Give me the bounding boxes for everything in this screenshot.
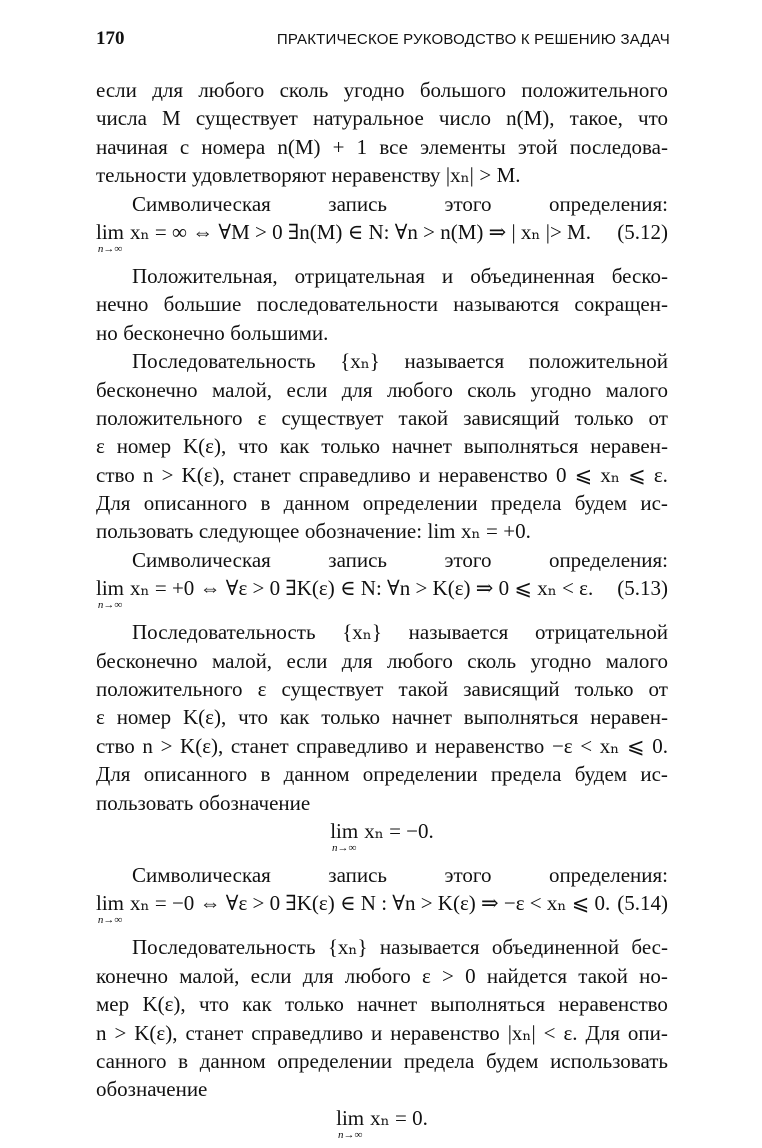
equation-number: (5.14) bbox=[617, 891, 668, 916]
word: если bbox=[96, 78, 137, 102]
formula-expression: xₙ = ∞ ⇔ ∀M > 0 ∃n(M) ∈ N: ∀n > n(M) ⇒ | xₙ |> M. bbox=[130, 219, 591, 244]
word: пользовать bbox=[96, 519, 194, 544]
word: xₙ bbox=[599, 733, 620, 758]
word: ε. bbox=[653, 462, 668, 487]
word: ε bbox=[96, 434, 105, 459]
word: определении bbox=[362, 762, 478, 787]
word: такой bbox=[398, 677, 449, 702]
limit-subscript: n→∞ bbox=[97, 914, 123, 927]
word: K(ε), bbox=[142, 992, 186, 1017]
text-line bbox=[96, 962, 668, 990]
word: существует bbox=[195, 106, 298, 131]
word: называется bbox=[404, 349, 505, 374]
text-line bbox=[96, 703, 668, 731]
word: < bbox=[580, 733, 593, 758]
text-line bbox=[96, 732, 668, 760]
word: натуральное bbox=[312, 106, 424, 131]
text-line bbox=[96, 647, 668, 675]
text-line bbox=[96, 290, 668, 318]
paragraph-first-line bbox=[96, 190, 668, 218]
word: этого bbox=[444, 862, 492, 887]
word: что bbox=[198, 992, 229, 1017]
formula bbox=[96, 1106, 668, 1144]
limit-subscript: n→∞ bbox=[337, 1128, 363, 1141]
formula-body bbox=[96, 576, 593, 611]
word: называется bbox=[379, 935, 480, 960]
word: любого bbox=[198, 78, 265, 102]
word: 0. bbox=[652, 733, 668, 758]
text-line bbox=[96, 133, 668, 161]
paragraph-first-line bbox=[96, 347, 668, 375]
word: малой, bbox=[211, 377, 273, 402]
word: что bbox=[238, 705, 269, 730]
word: этой bbox=[517, 134, 558, 159]
word: объединенной bbox=[491, 935, 620, 960]
word: |xₙ| bbox=[445, 163, 474, 188]
word: что bbox=[238, 434, 269, 459]
word: описанного bbox=[143, 491, 248, 516]
word: выполняться bbox=[463, 434, 579, 459]
word: малого bbox=[605, 648, 668, 673]
word: последова- bbox=[569, 134, 668, 159]
word: последовательности bbox=[256, 292, 438, 317]
word: lim bbox=[427, 519, 456, 544]
limit-word: lim bbox=[96, 219, 125, 244]
formula-expression: xₙ = −0 ⇔ ∀ε > 0 ∃K(ε) ∈ N : ∀n > K(ε) ⇒ −ε < xₙ ⩽ 0. bbox=[130, 891, 611, 916]
word: данном bbox=[199, 1048, 266, 1073]
word: угодно bbox=[530, 648, 592, 673]
word: n bbox=[96, 1020, 107, 1045]
word: положительного bbox=[96, 677, 243, 702]
word: Последовательность bbox=[132, 620, 316, 645]
word: описанного bbox=[143, 762, 248, 787]
word: сокращен- bbox=[574, 292, 668, 317]
word: для bbox=[302, 963, 334, 988]
word: предела bbox=[490, 762, 562, 787]
word: существует bbox=[281, 405, 384, 430]
word: Последовательность bbox=[132, 349, 316, 374]
equation-number: (5.12) bbox=[617, 219, 668, 244]
word: только bbox=[285, 992, 344, 1017]
word: мер bbox=[96, 992, 130, 1017]
word: xₙ bbox=[600, 462, 620, 487]
word: обозначение: bbox=[304, 519, 423, 544]
word: > bbox=[442, 963, 454, 988]
word: xₙ bbox=[460, 519, 481, 544]
limit-operator bbox=[330, 819, 358, 854]
word: предела bbox=[403, 1048, 475, 1073]
word: определения: bbox=[548, 862, 668, 887]
word: ⩽ bbox=[626, 733, 645, 758]
word: неравенство bbox=[438, 462, 548, 487]
word: Последовательность bbox=[132, 935, 316, 960]
formula-body bbox=[96, 220, 591, 255]
text-line bbox=[96, 161, 668, 189]
word: n bbox=[142, 462, 154, 487]
word: справедливо bbox=[298, 462, 411, 487]
limit-word: lim bbox=[330, 818, 359, 843]
word: и bbox=[415, 733, 428, 758]
word: неравенство bbox=[390, 1020, 500, 1045]
word: номер bbox=[116, 434, 172, 459]
word: < bbox=[543, 1020, 556, 1045]
word: положительной bbox=[528, 349, 668, 374]
word: Для bbox=[96, 491, 131, 516]
paragraph-first-line bbox=[96, 546, 668, 574]
word: K(ε), bbox=[181, 462, 225, 487]
page-header bbox=[96, 28, 670, 54]
word: 1 bbox=[356, 134, 368, 159]
word: > bbox=[160, 733, 173, 758]
word: станет bbox=[185, 1020, 244, 1045]
word: числа bbox=[96, 106, 147, 131]
text-line bbox=[96, 76, 668, 104]
limit-word: lim bbox=[336, 1105, 365, 1130]
word: объединенная bbox=[470, 263, 595, 288]
text-line bbox=[96, 517, 668, 545]
word: {xₙ} bbox=[342, 620, 382, 645]
word: номер bbox=[116, 705, 172, 730]
word: будем bbox=[574, 491, 628, 516]
word: называется bbox=[408, 620, 509, 645]
word: сколь bbox=[467, 377, 517, 402]
word: выполняться bbox=[463, 705, 579, 730]
word: любого bbox=[344, 963, 411, 988]
word: определении bbox=[362, 491, 478, 516]
word: угодно bbox=[530, 377, 592, 402]
word: ⩽ bbox=[574, 462, 593, 487]
word: нерaвен- bbox=[590, 434, 668, 459]
word: M. bbox=[496, 163, 521, 188]
word: беско- bbox=[611, 263, 668, 288]
text-line bbox=[96, 1047, 668, 1075]
formula-expression: xₙ = 0. bbox=[370, 1105, 428, 1130]
word: ε bbox=[257, 405, 267, 430]
word: −ε bbox=[551, 733, 573, 758]
word: как bbox=[242, 992, 272, 1017]
formula-expression: xₙ = +0 ⇔ ∀ε > 0 ∃K(ε) ∈ N: ∀n > K(ε) ⇒ 0 ⩽ xₙ < ε. bbox=[130, 576, 594, 601]
text-line bbox=[96, 104, 668, 132]
word: обозначение bbox=[198, 790, 311, 815]
word: отрицательной bbox=[535, 620, 668, 645]
word: опи- bbox=[627, 1020, 668, 1045]
limit-subscript: n→∞ bbox=[332, 841, 357, 854]
word: нечно bbox=[96, 292, 149, 317]
word: ⩽ bbox=[628, 462, 646, 487]
word: такой bbox=[398, 405, 449, 430]
word: угодно bbox=[343, 78, 405, 102]
word: как bbox=[279, 705, 310, 730]
word: в bbox=[178, 1048, 189, 1073]
word: все bbox=[379, 134, 409, 159]
word: бесконечно bbox=[96, 377, 198, 402]
word: найдется bbox=[486, 963, 568, 988]
text-line bbox=[96, 489, 668, 517]
word: Положительная, bbox=[132, 263, 278, 288]
formula-body bbox=[330, 819, 434, 854]
text-line bbox=[96, 789, 668, 817]
word: ство bbox=[96, 462, 135, 487]
word: сколь bbox=[467, 648, 517, 673]
word: Символическая bbox=[132, 547, 271, 572]
word: определения: bbox=[548, 547, 668, 572]
word: данном bbox=[283, 491, 350, 516]
word: предела bbox=[490, 491, 562, 516]
text-line bbox=[96, 376, 668, 404]
word: 0 bbox=[465, 963, 476, 988]
word: ε bbox=[257, 677, 267, 702]
word: такой bbox=[578, 963, 628, 988]
word: если bbox=[250, 963, 292, 988]
word: 0 bbox=[555, 462, 567, 487]
text-line bbox=[96, 760, 668, 788]
word: начнет bbox=[391, 705, 452, 730]
word: ство bbox=[96, 733, 135, 758]
word: зависящий bbox=[463, 405, 560, 430]
formula-body bbox=[96, 891, 610, 926]
word: любого bbox=[386, 377, 453, 402]
word: малого bbox=[605, 377, 668, 402]
word: конечно bbox=[96, 963, 168, 988]
word: начнет bbox=[391, 434, 452, 459]
word: n(M), bbox=[506, 106, 555, 131]
paragraph-first-line bbox=[96, 933, 668, 961]
word: называются bbox=[453, 292, 560, 317]
word: любого bbox=[386, 648, 453, 673]
word: > bbox=[479, 163, 492, 188]
word: положительного bbox=[521, 78, 668, 102]
limit-subscript: n→∞ bbox=[97, 242, 123, 255]
word: элементы bbox=[420, 134, 506, 159]
word: ε. bbox=[563, 1020, 578, 1045]
word: в bbox=[260, 491, 271, 516]
formula bbox=[96, 220, 668, 258]
word: > bbox=[114, 1020, 127, 1045]
body-text bbox=[96, 76, 668, 1148]
word: +0. bbox=[503, 519, 531, 544]
word: тельности bbox=[96, 163, 187, 188]
limit-operator bbox=[96, 891, 124, 926]
word: бесконечно bbox=[96, 648, 198, 673]
page-number: 170 bbox=[96, 28, 125, 49]
word: Символическая bbox=[132, 862, 271, 887]
text-line bbox=[96, 319, 668, 347]
word: для bbox=[341, 648, 373, 673]
word: n(M) bbox=[277, 134, 321, 159]
word: пользовать bbox=[96, 790, 194, 815]
word: следующее bbox=[198, 519, 300, 544]
word: зависящий bbox=[463, 677, 560, 702]
word: номера bbox=[201, 134, 266, 159]
limit-operator bbox=[336, 1106, 364, 1141]
word: положительного bbox=[96, 405, 243, 430]
word: такое, bbox=[569, 106, 623, 131]
word: сколь bbox=[279, 78, 329, 102]
word: определении bbox=[277, 1048, 393, 1073]
word: малой, bbox=[179, 963, 240, 988]
word: от bbox=[648, 405, 668, 430]
word: Для bbox=[96, 762, 131, 787]
word: будем bbox=[486, 1048, 539, 1073]
word: {xₙ} bbox=[327, 935, 368, 960]
word: |xₙ| bbox=[507, 1020, 536, 1045]
word: Символическая bbox=[132, 191, 271, 216]
text-line bbox=[96, 461, 668, 489]
word: если bbox=[286, 377, 328, 402]
text-line bbox=[96, 432, 668, 460]
text-line bbox=[96, 1075, 668, 1103]
word: этого bbox=[444, 191, 492, 216]
word: существует bbox=[281, 677, 384, 702]
text-line bbox=[96, 675, 668, 703]
equation-number: (5.13) bbox=[617, 576, 668, 601]
word: M bbox=[162, 106, 181, 131]
word: если bbox=[286, 648, 328, 673]
word: как bbox=[279, 434, 310, 459]
word: большими. bbox=[230, 320, 329, 345]
paragraph-first-line bbox=[96, 861, 668, 889]
limit-word: lim bbox=[96, 891, 125, 916]
word: K(ε), bbox=[183, 434, 227, 459]
word: + bbox=[332, 134, 345, 159]
text-line bbox=[96, 990, 668, 1018]
limit-operator bbox=[96, 220, 124, 255]
word: бес- bbox=[631, 935, 668, 960]
word: n bbox=[142, 733, 153, 758]
word: запись bbox=[328, 547, 388, 572]
word: для bbox=[152, 78, 184, 102]
word: данном bbox=[283, 762, 350, 787]
word: удовлетворяют bbox=[192, 163, 327, 188]
word: станет bbox=[232, 462, 291, 487]
word: малой, bbox=[211, 648, 273, 673]
word: = bbox=[486, 519, 498, 544]
word: санного bbox=[96, 1048, 167, 1073]
formula bbox=[96, 891, 668, 929]
word: станет bbox=[230, 733, 289, 758]
formula-expression: xₙ = −0. bbox=[364, 818, 434, 843]
word: и bbox=[418, 462, 431, 487]
limit-word: lim bbox=[96, 576, 125, 601]
word: начиная bbox=[96, 134, 168, 159]
word: обозначение bbox=[96, 1077, 208, 1102]
word: число bbox=[438, 106, 491, 131]
paragraph-first-line bbox=[96, 262, 668, 290]
word: неравенство bbox=[558, 992, 668, 1017]
word: неравенству bbox=[331, 163, 441, 188]
word: определения: bbox=[548, 191, 668, 216]
word: в bbox=[260, 762, 271, 787]
word: > bbox=[161, 462, 174, 487]
formula bbox=[96, 576, 668, 614]
word: с bbox=[179, 134, 190, 159]
word: Для bbox=[585, 1020, 620, 1045]
word: выполняться bbox=[430, 992, 546, 1017]
formula bbox=[96, 819, 668, 857]
word: неравен- bbox=[590, 705, 668, 730]
word: K(ε), bbox=[180, 733, 224, 758]
word: но bbox=[96, 320, 118, 345]
word: от bbox=[648, 677, 668, 702]
word: большого bbox=[419, 78, 507, 102]
paragraph-first-line bbox=[96, 618, 668, 646]
word: ε bbox=[421, 963, 431, 988]
word: использовать bbox=[550, 1048, 668, 1073]
word: ис- bbox=[640, 762, 668, 787]
word: K(ε), bbox=[183, 705, 227, 730]
word: K(ε), bbox=[134, 1020, 178, 1045]
word: для bbox=[341, 377, 373, 402]
word: неравенство bbox=[434, 733, 545, 758]
word: запись bbox=[328, 191, 388, 216]
word: только bbox=[574, 677, 634, 702]
word: {xₙ} bbox=[340, 349, 380, 374]
word: начнет bbox=[357, 992, 418, 1017]
word: отрицательная bbox=[294, 263, 425, 288]
text-line bbox=[96, 1019, 668, 1047]
word: что bbox=[638, 106, 668, 131]
word: будем bbox=[574, 762, 628, 787]
word: этого bbox=[444, 547, 492, 572]
word: справедливо bbox=[251, 1020, 364, 1045]
limit-operator bbox=[96, 576, 124, 611]
word: но- bbox=[639, 963, 668, 988]
word: справедливо bbox=[296, 733, 409, 758]
word: большие bbox=[163, 292, 242, 317]
text-line bbox=[96, 404, 668, 432]
limit-subscript: n→∞ bbox=[97, 599, 123, 612]
word: ε bbox=[96, 705, 105, 730]
word: ис- bbox=[640, 491, 668, 516]
running-title: ПРАКТИЧЕСКОЕ РУКОВОДСТВО К РЕШЕНИЮ ЗАДАЧ bbox=[276, 31, 670, 48]
word: только bbox=[574, 405, 634, 430]
word: только bbox=[321, 705, 381, 730]
word: и bbox=[371, 1020, 383, 1045]
word: и bbox=[441, 263, 454, 288]
word: бесконечно bbox=[123, 320, 225, 345]
word: только bbox=[321, 434, 381, 459]
formula-body bbox=[336, 1106, 428, 1141]
word: запись bbox=[328, 862, 388, 887]
